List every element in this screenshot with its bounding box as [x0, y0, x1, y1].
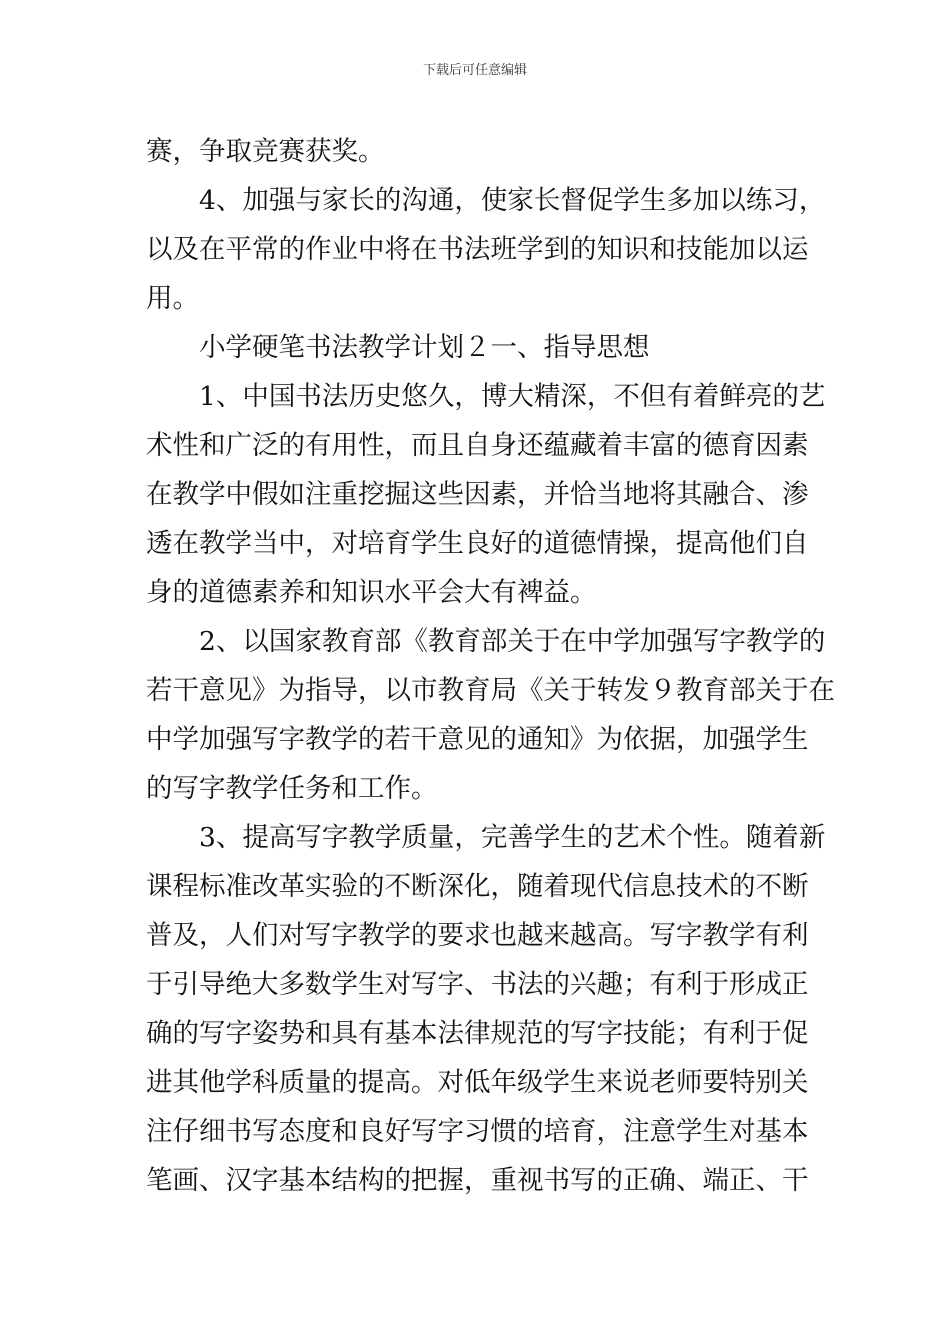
text-line: 的写字教学任务和工作。 — [146, 773, 438, 804]
section-title: 小学硬笔书法教学计划２一、指导思想 — [199, 332, 650, 363]
text-line: 以及在平常的作业中将在书法班学到的知识和技能加以运 — [146, 234, 809, 265]
text-line: 于引导绝大多数学生对写字、书法的兴趣；有利于形成正 — [146, 969, 809, 1000]
page-header: 下载后可任意编辑 — [422, 63, 527, 78]
text-line: 确的写字姿势和具有基本法律规范的写字技能；有利于促 — [146, 1018, 809, 1049]
text-line: 笔画、汉字基本结构的把握，重视书写的正确、端正、干 — [146, 1165, 809, 1196]
text-line: 3、提高写字教学质量，完善学生的艺术个性。随着新 — [199, 822, 826, 853]
text-line: 1、中国书法历史悠久，博大精深，不但有着鲜亮的艺 — [199, 381, 826, 412]
text-line: 在教学中假如注重挖掘这些因素，并恰当地将其融合、渗 — [146, 479, 809, 510]
text-line: 普及，人们对写字教学的要求也越来越高。写字教学有利 — [146, 920, 809, 951]
text-line: 2、以国家教育部《教育部关于在中学加强写字教学的 — [199, 626, 826, 657]
text-line: 用。 — [146, 283, 199, 314]
text-line: 赛，争取竞赛获奖。 — [146, 136, 385, 167]
text-line: 身的道德素养和知识水平会大有裨益。 — [146, 577, 597, 608]
text-line: 透在教学当中，对培育学生良好的道德情操，提高他们自 — [146, 528, 809, 559]
text-line: 术性和广泛的有用性，而且自身还蕴藏着丰富的德育因素 — [146, 430, 809, 461]
text-line: 4、加强与家长的沟通，使家长督促学生多加以练习， — [199, 185, 826, 216]
text-line: 课程标准改革实验的不断深化，随着现代信息技术的不断 — [146, 871, 809, 902]
document-body — [146, 127, 835, 1205]
text-line: 中学加强写字教学的若干意见的通知》为依据，加强学生 — [146, 724, 809, 755]
text-line: 进其他学科质量的提高。对低年级学生来说老师要特别关 — [146, 1067, 809, 1098]
text-line: 若干意见》为指导，以市教育局《关于转发９教育部关于在 — [146, 675, 835, 706]
text-line: 注仔细书写态度和良好写字习惯的培育，注意学生对基本 — [146, 1116, 809, 1147]
